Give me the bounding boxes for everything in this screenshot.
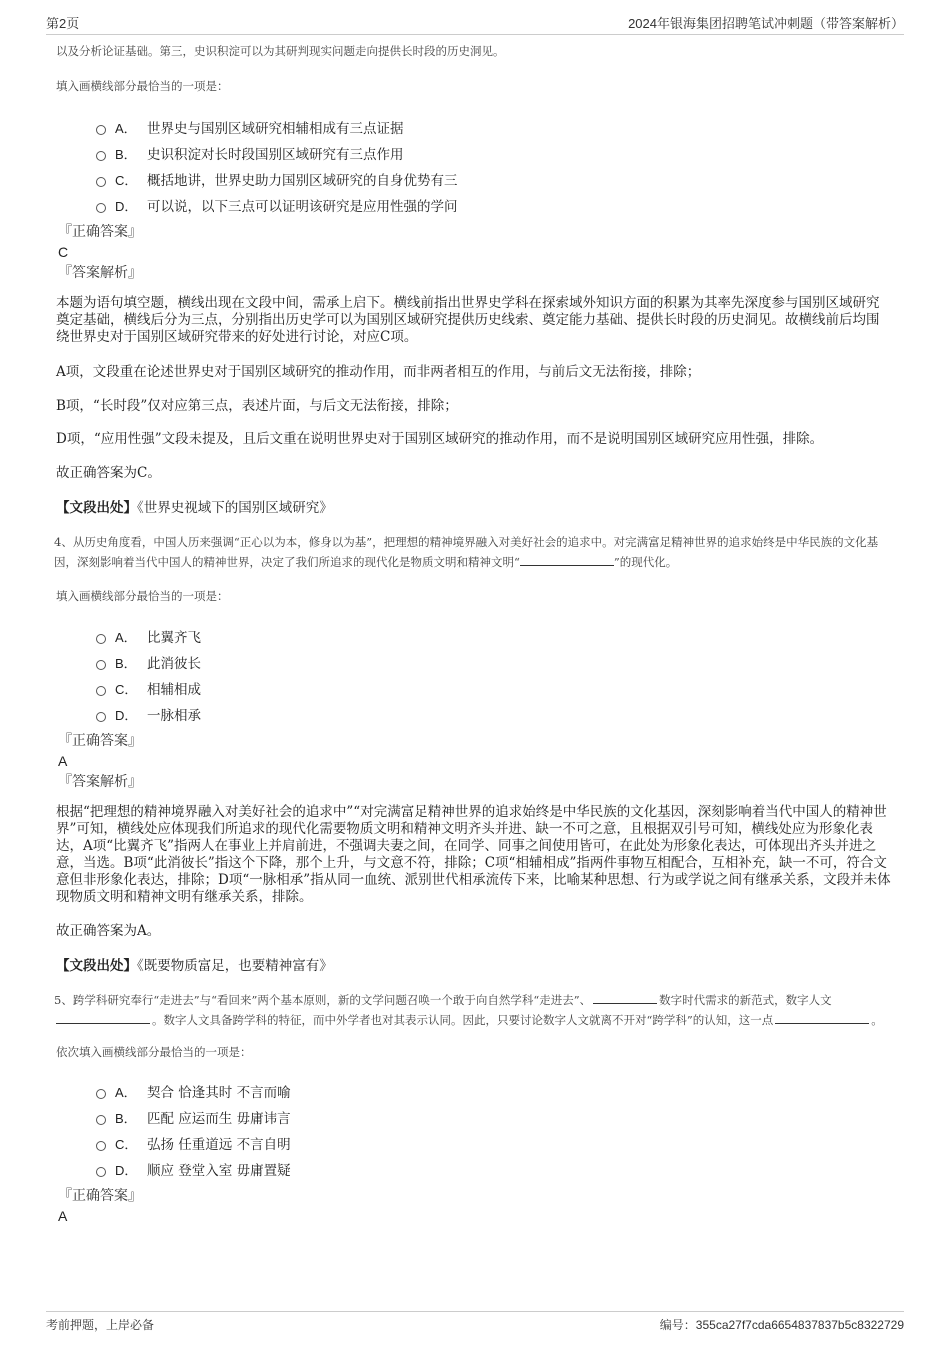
option-text: 史识积淀对长时段国别区域研究有三点作用 — [147, 147, 404, 163]
q4-stem — [54, 532, 892, 572]
radio-icon[interactable] — [96, 177, 106, 187]
radio-icon[interactable] — [96, 712, 106, 722]
q4-source — [56, 956, 892, 976]
option-text: 世界史与国别区域研究相辅相成有三点证据 — [147, 121, 404, 137]
source-title: 《世界史视域下的国别区域研究》 — [137, 500, 333, 516]
q5-option-a[interactable] — [96, 1078, 892, 1104]
page-content — [56, 40, 892, 1226]
radio-icon[interactable] — [96, 1115, 106, 1125]
q3-prompt: 填入画横线部分最恰当的一项是： — [56, 79, 229, 93]
q3-analysis-paragraph: B项，“长时段”仅对应第三点，表述片面，与后文无法衔接，排除； — [56, 398, 458, 414]
option-text: 相辅相成 — [147, 682, 201, 698]
q5-stem-text-end: 。 — [871, 1013, 883, 1027]
q4-answer-tag: 『正确答案』 — [58, 733, 142, 749]
option-text: 比翼齐飞 — [147, 630, 201, 646]
source-label: 【文段出处】 — [56, 500, 137, 516]
q5-blank-1 — [593, 990, 657, 1004]
footer-serial — [660, 1315, 904, 1335]
document-title: 2024年银海集团招聘笔试冲刺题（带答案解析） — [628, 16, 904, 31]
option-letter: B． — [115, 1110, 137, 1126]
option-letter: B． — [115, 655, 137, 671]
q4-option-a[interactable] — [96, 623, 892, 649]
source-title: 《既要物质富足，也要精神富有》 — [137, 958, 333, 974]
footer-slogan: 考前押题，上岸必备 — [46, 1318, 155, 1332]
q5-options — [96, 1078, 892, 1182]
q4-analysis-tag: 『答案解析』 — [58, 774, 142, 790]
option-text: 可以说，以下三点可以证明该研究是应用性强的学问 — [147, 199, 458, 215]
q5-stem-text: 。数字人文具备跨学科的特征，而中外学者也对其表示认同。因此，只要讨论数字人文就离不开对“跨学科”的认知，这一点 — [152, 1013, 774, 1027]
q5-option-b[interactable] — [96, 1104, 892, 1130]
option-text: 顺应 登堂入室 毋庸置疑 — [147, 1163, 291, 1179]
serial-label: 编号： — [659, 1318, 696, 1332]
q4-blank — [520, 552, 614, 566]
option-letter: B． — [115, 146, 137, 162]
q5-answer-tag: 『正确答案』 — [58, 1188, 142, 1204]
q5-blank-2 — [56, 1010, 150, 1024]
q5-answer: A — [58, 1208, 68, 1224]
q3-stem-tail: 以及分析论证基础。第三，史识积淀可以为其研判现实问题走向提供长时段的历史洞见。 — [56, 44, 505, 58]
option-letter: A． — [115, 629, 137, 645]
radio-icon[interactable] — [96, 1089, 106, 1099]
q4-option-d[interactable] — [96, 701, 892, 727]
radio-icon[interactable] — [96, 1167, 106, 1177]
q4-answer: A — [58, 753, 68, 769]
q3-analysis-paragraph: 本题为语句填空题，横线出现在文段中间，需承上启下。横线前指出世界史学科在探索域外知识方面的积累为其率先深度参与国别区域研究奠定基础，横线后分为三点，分别指出历史学可以为国别区域研究提供历史线索、奠定能力基础、提供长时段的历史洞见。故横线前后均围绕世界史对于国别区域研究带来的好处进行讨论，对应C项。 — [56, 295, 880, 345]
q4-stem-text-end: ”的现代化。 — [613, 555, 678, 569]
serial-number: 355ca27f7cda6654837837b5c8322729 — [695, 1318, 904, 1332]
q4-option-c[interactable] — [96, 675, 892, 701]
q3-option-b[interactable] — [96, 140, 892, 166]
option-text: 此消彼长 — [147, 656, 201, 672]
q3-source — [56, 498, 892, 518]
q3-analysis-paragraph: D项，“应用性强”文段未提及，且后文重在说明世界史对于国别区域研究的推动作用，而不是说明国别区域研究应用性强，排除。 — [56, 431, 824, 447]
q4-analysis-conclusion: 故正确答案为A。 — [56, 923, 161, 939]
option-text: 弘扬 任重道远 不言自明 — [147, 1137, 291, 1153]
q4-analysis-paragraph: 根据“把理想的精神境界融入对美好社会的追求中”“对完满富足精神世界的追求始终是中华民族的文化基因，深刻影响着当代中国人的精神世界”可知，横线处应体现我们所追求的现代化需要物质文明和精神文明齐头并进、缺一不可之意，且根据双引号可知，横线处应为形象化表达，A项“比翼齐飞”指两人在事业上并肩前进，不强调夫妻之间，在同学、同事之间使用皆可，在此处为形象化表达，可体现出齐头并进之意，当选。B项“此消彼长”指这个下降，那个上升，与文意不符，排除；C项“相辅相成”指两件事物互相配合，互相补充，缺一不可，符合文意但非形象化表达，排除；D项“一脉相承”指从同一血统、派别世代相承流传下来，比喻某种思想、行为或学说之间有继承关系，文段并未体现物质文明和精神文明有继承关系，排除。 — [56, 804, 891, 905]
q5-stem-text: 5、跨学科研究奉行“走进去”与“看回来”两个基本原则，新的文学问题召唤一个敢于向自然学科“走进去”、 — [54, 993, 592, 1007]
option-letter: A． — [115, 1084, 137, 1100]
q5-option-c[interactable] — [96, 1130, 892, 1156]
radio-icon[interactable] — [96, 1141, 106, 1151]
radio-icon[interactable] — [96, 660, 106, 670]
q4-prompt: 填入画横线部分最恰当的一项是： — [56, 589, 229, 603]
q4-options — [96, 623, 892, 727]
option-text: 匹配 应运而生 毋庸讳言 — [147, 1111, 291, 1127]
radio-icon[interactable] — [96, 686, 106, 696]
option-letter: C． — [115, 172, 138, 188]
q3-answer-tag: 『正确答案』 — [58, 224, 142, 240]
q4-option-b[interactable] — [96, 649, 892, 675]
q5-blank-3 — [775, 1010, 869, 1024]
q5-prompt: 依次填入画横线部分最恰当的一项是： — [56, 1045, 252, 1059]
q5-stem — [54, 990, 892, 1030]
q3-options — [96, 114, 892, 218]
radio-icon[interactable] — [96, 151, 106, 161]
q3-analysis-tag: 『答案解析』 — [58, 265, 142, 281]
radio-icon[interactable] — [96, 634, 106, 644]
option-letter: C． — [115, 681, 138, 697]
option-letter: A． — [115, 120, 137, 136]
q3-answer: C — [58, 244, 69, 260]
q3-option-a[interactable] — [96, 114, 892, 140]
radio-icon[interactable] — [96, 125, 106, 135]
option-text: 契合 恰逢其时 不言而喻 — [147, 1085, 291, 1101]
option-text: 概括地讲，世界史助力国别区域研究的自身优势有三 — [147, 173, 458, 189]
q5-stem-text: 数字时代需求的新范式，数字人文 — [659, 993, 832, 1007]
option-letter: D． — [115, 1162, 138, 1178]
page-footer — [46, 1311, 904, 1336]
page-header — [46, 12, 904, 35]
option-letter: D． — [115, 198, 138, 214]
q4-stem-text: 4、从历史角度看，中国人历来强调“正心以为本，修身以为基”，把理想的精神境界融入对美好社会的追求中。对完满富足精神世界的追求始终是中华民族的文化基因，深刻影响着当代中国人的精神世界，决定了我们所追求的现代化是物质文明和精神文明“ — [54, 535, 879, 569]
source-label: 【文段出处】 — [56, 958, 137, 974]
option-text: 一脉相承 — [147, 708, 201, 724]
q3-analysis-conclusion: 故正确答案为C。 — [56, 465, 161, 481]
q3-option-d[interactable] — [96, 192, 892, 218]
page-number: 第2页 — [46, 16, 80, 31]
option-letter: C． — [115, 1136, 138, 1152]
q5-option-d[interactable] — [96, 1156, 892, 1182]
option-letter: D． — [115, 707, 138, 723]
q3-option-c[interactable] — [96, 166, 892, 192]
q3-analysis-paragraph: A项，文段重在论述世界史对于国别区域研究的推动作用，而非两者相互的作用，与前后文无法衔接，排除； — [56, 364, 701, 380]
radio-icon[interactable] — [96, 203, 106, 213]
